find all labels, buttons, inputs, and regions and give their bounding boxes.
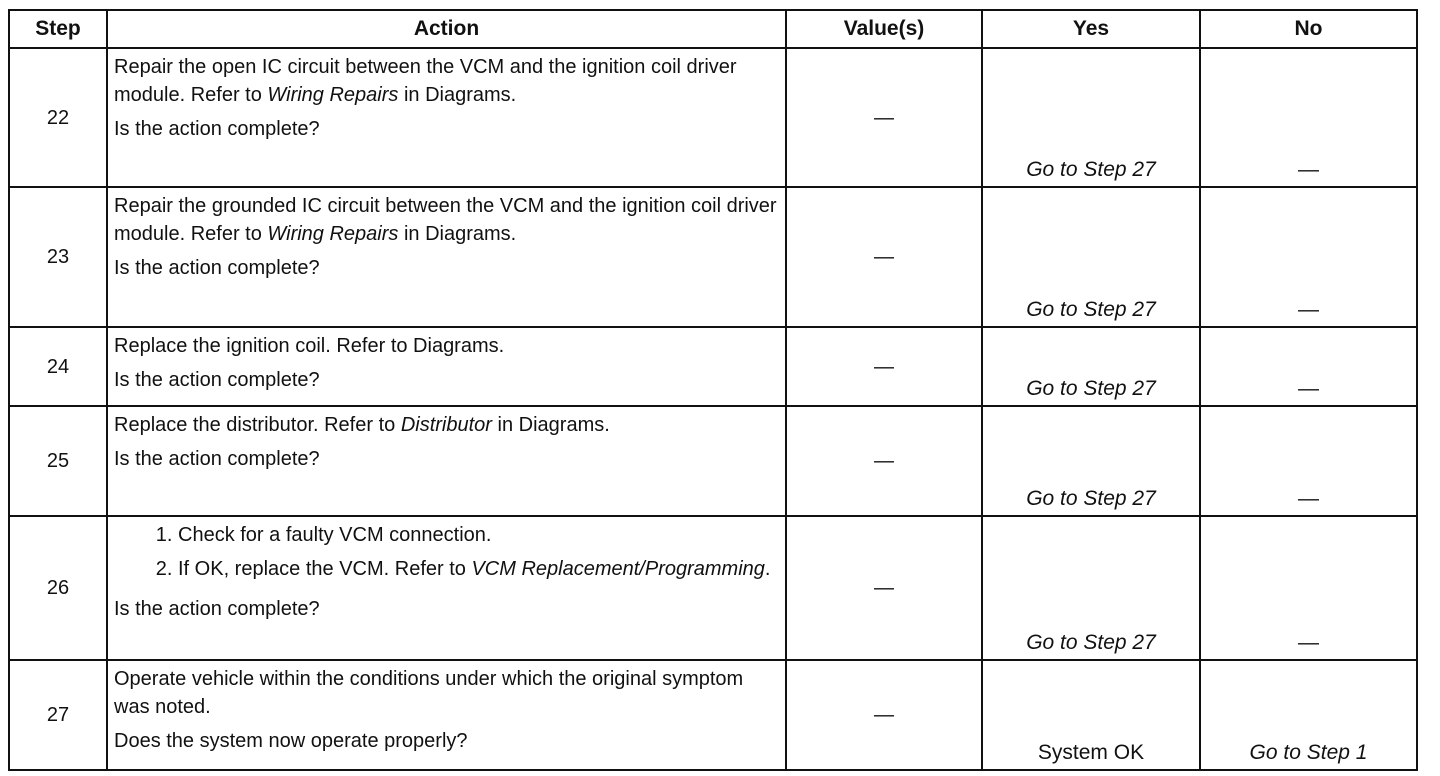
action-instruction: Repair the grounded IC circuit between the VCM and the ignition coil driver module. Refer to Wiring Repairs in Diagrams. — [114, 195, 777, 245]
action-question: Does the system now operate properly? — [114, 730, 468, 752]
value-cell: — — [786, 48, 982, 187]
action-cell — [107, 516, 786, 660]
header-row — [9, 10, 1417, 48]
list-item: 1. Check for a faulty VCM connection. — [178, 521, 779, 549]
yes-cell: Go to Step 27 — [982, 406, 1200, 516]
no-cell: — — [1200, 327, 1417, 406]
action-question: Is the action complete? — [114, 118, 320, 140]
action-question: Is the action complete? — [114, 369, 320, 391]
diagnostic-table — [8, 9, 1418, 771]
table-row — [9, 187, 1417, 327]
header-yes: Yes — [982, 10, 1200, 48]
header-no: No — [1200, 10, 1417, 48]
table-row — [9, 327, 1417, 406]
table-row — [9, 48, 1417, 187]
header-action: Action — [107, 10, 786, 48]
yes-cell: System OK — [982, 660, 1200, 770]
step-number: 25 — [9, 406, 107, 516]
action-question: Is the action complete? — [114, 448, 320, 470]
step-number: 26 — [9, 516, 107, 660]
action-question: Is the action complete? — [114, 598, 320, 620]
action-instruction: Operate vehicle within the conditions under which the original symptom was noted. — [114, 668, 744, 718]
action-cell — [107, 660, 786, 770]
table-row — [9, 516, 1417, 660]
action-instruction: Repair the open IC circuit between the VCM and the ignition coil driver module. Refer to Wiring Repairs in Diagrams. — [114, 56, 737, 106]
header-values: Value(s) — [786, 10, 982, 48]
action-cell — [107, 406, 786, 516]
table-row — [9, 406, 1417, 516]
table-row — [9, 660, 1417, 770]
action-instruction: Replace the distributor. Refer to Distributor in Diagrams. — [114, 414, 610, 436]
value-cell: — — [786, 660, 982, 770]
no-cell: — — [1200, 187, 1417, 327]
action-cell — [107, 327, 786, 406]
no-cell: — — [1200, 48, 1417, 187]
step-number: 27 — [9, 660, 107, 770]
action-question: Is the action complete? — [114, 257, 320, 279]
no-cell: Go to Step 1 — [1200, 660, 1417, 770]
value-cell: — — [786, 327, 982, 406]
no-cell: — — [1200, 516, 1417, 660]
yes-cell: Go to Step 27 — [982, 327, 1200, 406]
value-cell: — — [786, 187, 982, 327]
header-step: Step — [9, 10, 107, 48]
action-instruction: Replace the ignition coil. Refer to Diagrams. — [114, 335, 505, 357]
step-number: 22 — [9, 48, 107, 187]
action-cell — [107, 187, 786, 327]
yes-cell: Go to Step 27 — [982, 48, 1200, 187]
action-cell — [107, 48, 786, 187]
yes-cell: Go to Step 27 — [982, 516, 1200, 660]
value-cell: — — [786, 406, 982, 516]
action-steps-list — [114, 521, 779, 589]
yes-cell: Go to Step 27 — [982, 187, 1200, 327]
value-cell: — — [786, 516, 982, 660]
step-number: 24 — [9, 327, 107, 406]
no-cell: — — [1200, 406, 1417, 516]
step-number: 23 — [9, 187, 107, 327]
list-item: 2. If OK, replace the VCM. Refer to VCM Replacement/Programming. — [178, 555, 779, 583]
